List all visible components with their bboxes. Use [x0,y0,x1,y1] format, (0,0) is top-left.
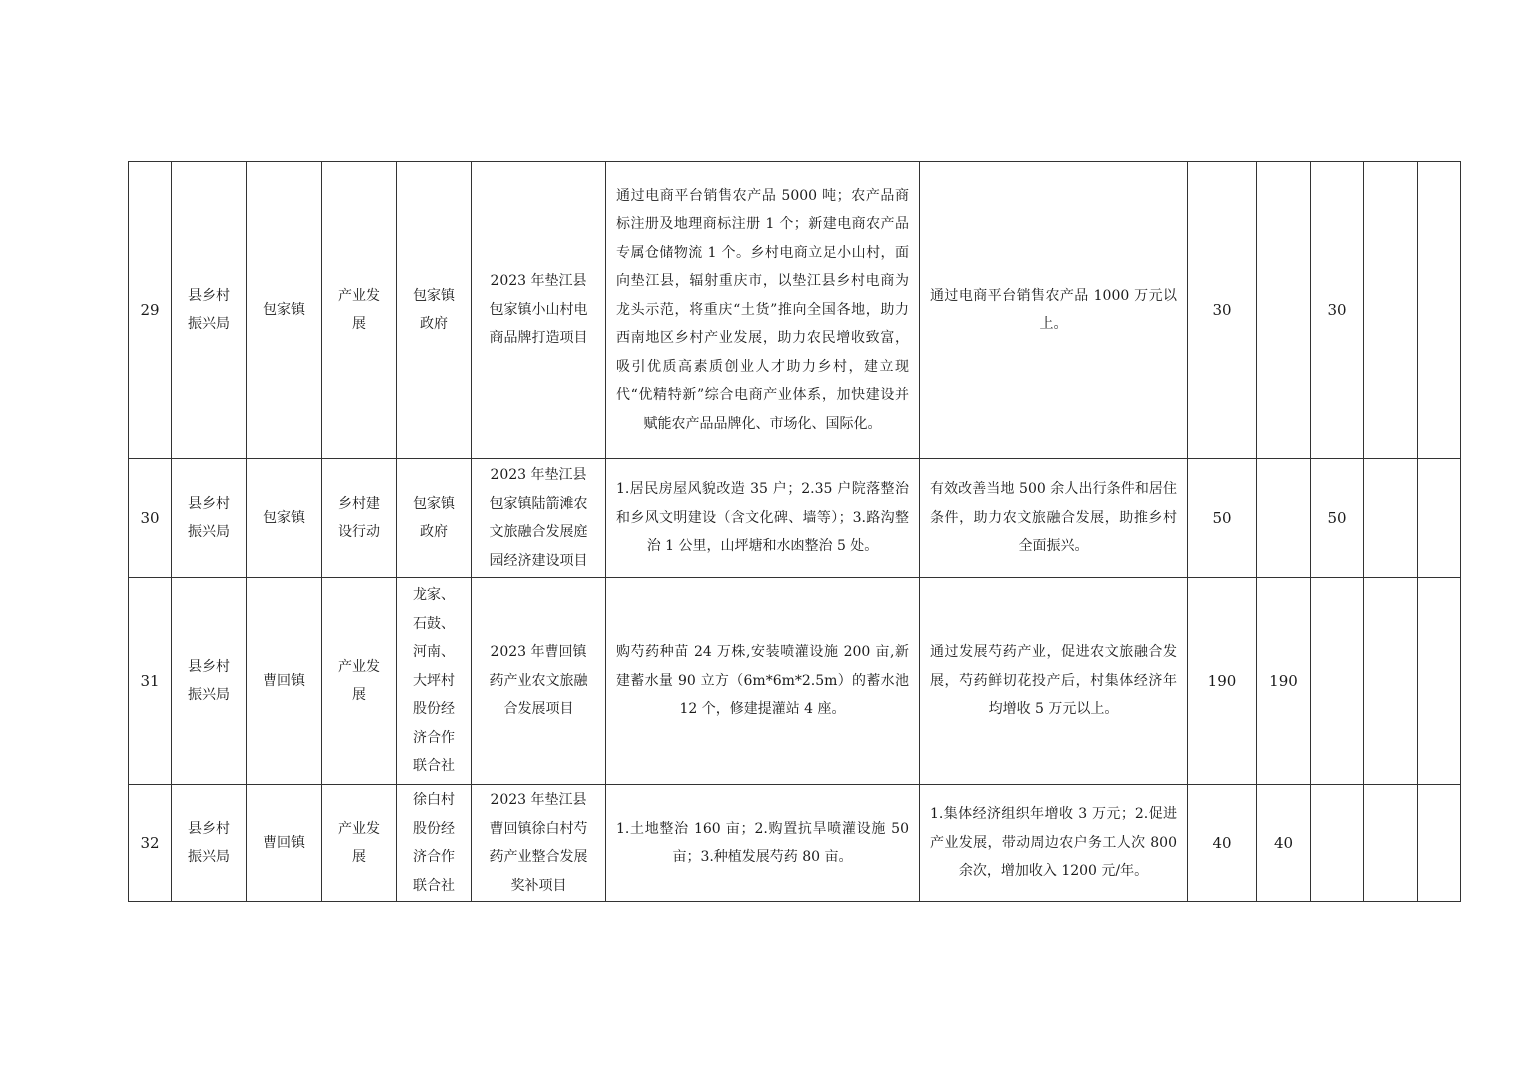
funds-col-13 [1418,459,1461,578]
department-cell: 县乡村 振兴局 [172,162,247,459]
funds-col-13 [1418,162,1461,459]
row-number: 32 [129,785,172,902]
funds-col-12 [1364,785,1418,902]
table-row [129,578,1461,785]
funds-col-11: 30 [1311,162,1364,459]
department-cell: 县乡村 振兴局 [172,459,247,578]
total-funds-cell: 50 [1188,459,1257,578]
owner-cell: 包家镇 政府 [397,459,472,578]
funds-col-10: 190 [1257,578,1311,785]
benefit-cell: 有效改善当地 500 余人出行条件和居住条件，助力农文旅融合发展，助推乡村全面振兴。 [920,459,1188,578]
total-funds-cell: 30 [1188,162,1257,459]
owner-cell: 包家镇 政府 [397,162,472,459]
funds-col-10 [1257,162,1311,459]
owner-cell: 徐白村 股份经 济合作 联合社 [397,785,472,902]
funds-col-10 [1257,459,1311,578]
department-cell: 县乡村 振兴局 [172,578,247,785]
content-cell: 通过电商平台销售农产品 5000 吨；农产品商标注册及地理商标注册 1 个；新建电商农产品专属仓储物流 1 个。乡村电商立足小山村，面向垫江县，辐射重庆市，以垫江县乡村电商为龙头示范，将重庆“土货”推向全国各地，助力西南地区乡村产业发展，助力农民增收致富，吸引优质高素质创业人才助力乡村，建立现代“优精特新”综合电商产业体系，加快建设并赋能农产品品牌化、市场化、国际化。 [606,162,920,459]
content-cell: 1.土地整治 160 亩；2.购置抗旱喷灌设施 50 亩；3.种植发展芍药 80 亩。 [606,785,920,902]
funds-col-13 [1418,785,1461,902]
town-cell: 曹回镇 [247,785,322,902]
funds-col-11 [1311,785,1364,902]
project-name-cell: 2023 年曹回镇 药产业农文旅融 合发展项目 [472,578,606,785]
funds-col-11: 50 [1311,459,1364,578]
table-row [129,785,1461,902]
benefit-cell: 通过发展芍药产业，促进农文旅融合发展，芍药鲜切花投产后，村集体经济年均增收 5 万元以上。 [920,578,1188,785]
content-cell: 购芍药种苗 24 万株,安装喷灌设施 200 亩,新建蓄水量 90 立方（6m*6m*2.5m）的蓄水池 12 个，修建提灌站 4 座。 [606,578,920,785]
table-row [129,459,1461,578]
row-number: 30 [129,459,172,578]
funds-col-12 [1364,162,1418,459]
row-number: 29 [129,162,172,459]
funds-col-10: 40 [1257,785,1311,902]
town-cell: 包家镇 [247,459,322,578]
row-number: 31 [129,578,172,785]
category-cell: 产业发 展 [322,578,397,785]
funds-col-13 [1418,578,1461,785]
total-funds-cell: 190 [1188,578,1257,785]
town-cell: 曹回镇 [247,578,322,785]
project-name-cell: 2023 年垫江县 曹回镇徐白村芍 药产业整合发展 奖补项目 [472,785,606,902]
table-row [129,162,1461,459]
funds-col-12 [1364,459,1418,578]
total-funds-cell: 40 [1188,785,1257,902]
project-name-cell: 2023 年垫江县 包家镇小山村电 商品牌打造项目 [472,162,606,459]
project-name-cell: 2023 年垫江县 包家镇陆箭滩农 文旅融合发展庭 园经济建设项目 [472,459,606,578]
owner-cell: 龙家、 石鼓、 河南、 大坪村 股份经 济合作 联合社 [397,578,472,785]
funds-col-11 [1311,578,1364,785]
benefit-cell: 通过电商平台销售农产品 1000 万元以上。 [920,162,1188,459]
project-table [128,161,1461,902]
category-cell: 产业发 展 [322,162,397,459]
content-cell: 1.居民房屋风貌改造 35 户；2.35 户院落整治和乡风文明建设（含文化碑、墙等）；3.路沟整治 1 公里，山坪塘和水凼整治 5 处。 [606,459,920,578]
town-cell: 包家镇 [247,162,322,459]
benefit-cell: 1.集体经济组织年增收 3 万元；2.促进产业发展，带动周边农户务工人次 800 余次，增加收入 1200 元/年。 [920,785,1188,902]
category-cell: 产业发 展 [322,785,397,902]
funds-col-12 [1364,578,1418,785]
category-cell: 乡村建 设行动 [322,459,397,578]
department-cell: 县乡村 振兴局 [172,785,247,902]
